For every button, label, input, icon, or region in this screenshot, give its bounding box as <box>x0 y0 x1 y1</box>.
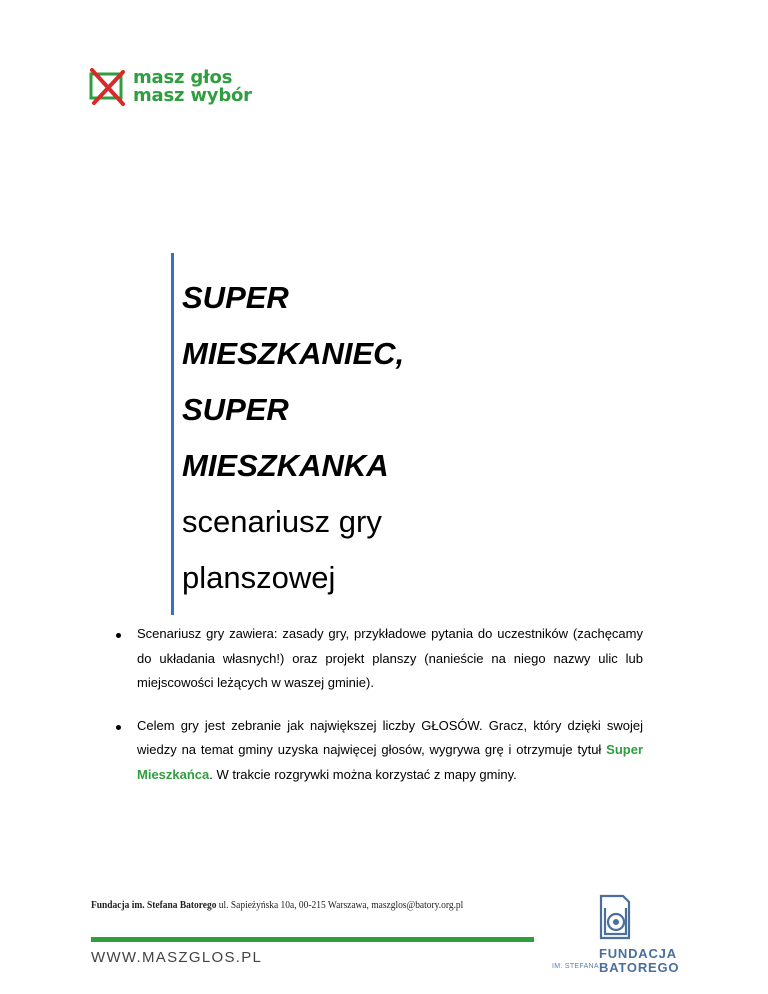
fundacja-batorego-logo <box>552 894 692 976</box>
logo-line-1: masz głos <box>133 67 233 88</box>
bullet-dot-icon <box>116 725 121 730</box>
logo-line-2: masz wybór <box>133 85 252 106</box>
website-link[interactable]: WWW.MASZGLOS.PL <box>91 949 263 966</box>
ballot-cross-icon <box>89 67 131 107</box>
title-line-4: MIESZKANKA <box>182 448 389 483</box>
footer-address <box>91 899 463 911</box>
fundacja-label: FUNDACJA <box>599 946 677 961</box>
document-title <box>182 270 682 606</box>
title-accent-bar <box>171 253 174 615</box>
batorego-label: BATOREGO <box>599 960 680 975</box>
bullet-dot-icon <box>116 633 121 638</box>
subtitle-line-2: planszowej <box>182 560 336 595</box>
super-mieszkanca-highlight: Super Mieszkańca <box>137 742 643 782</box>
title-line-3: SUPER <box>182 392 289 427</box>
subtitle-line-1: scenariusz gry <box>182 504 382 539</box>
bullet-item <box>113 714 643 788</box>
bullet-text-1: Scenariusz gry zawiera: zasady gry, przykładowe pytania do uczestników (zachęcamy do układania własnych!) oraz projekt planszy (nanieście na niego nazwy ulic lub miejscowości leżących w waszej gminie). <box>137 626 643 690</box>
im-stefana-label: IM. STEFANA <box>552 963 599 970</box>
bullet-text-2-start: Celem gry jest zebranie jak największej liczby GŁOSÓW. Gracz, który dzięki swojej wiedzy na temat gminy uzyska najwięcej głosów, wygrywa grę i otrzymuje tytuł <box>137 717 643 757</box>
bullet-list <box>113 622 643 787</box>
masz-glos-logo <box>89 66 269 112</box>
title-line-2: MIESZKANIEC, <box>182 336 405 371</box>
org-name: Fundacja im. Stefana Batorego <box>91 899 217 911</box>
bullet-text-2-end: . W trakcie rozgrywki można korzystać z mapy gminy. <box>209 766 517 782</box>
bullet-item <box>113 622 643 696</box>
footer-divider <box>91 937 534 942</box>
batory-emblem-icon <box>599 894 631 940</box>
address-text: ul. Sapieżyńska 10a, 00-215 Warszawa, maszglos@batory.org.pl <box>218 899 464 911</box>
title-line-1: SUPER <box>182 280 289 315</box>
